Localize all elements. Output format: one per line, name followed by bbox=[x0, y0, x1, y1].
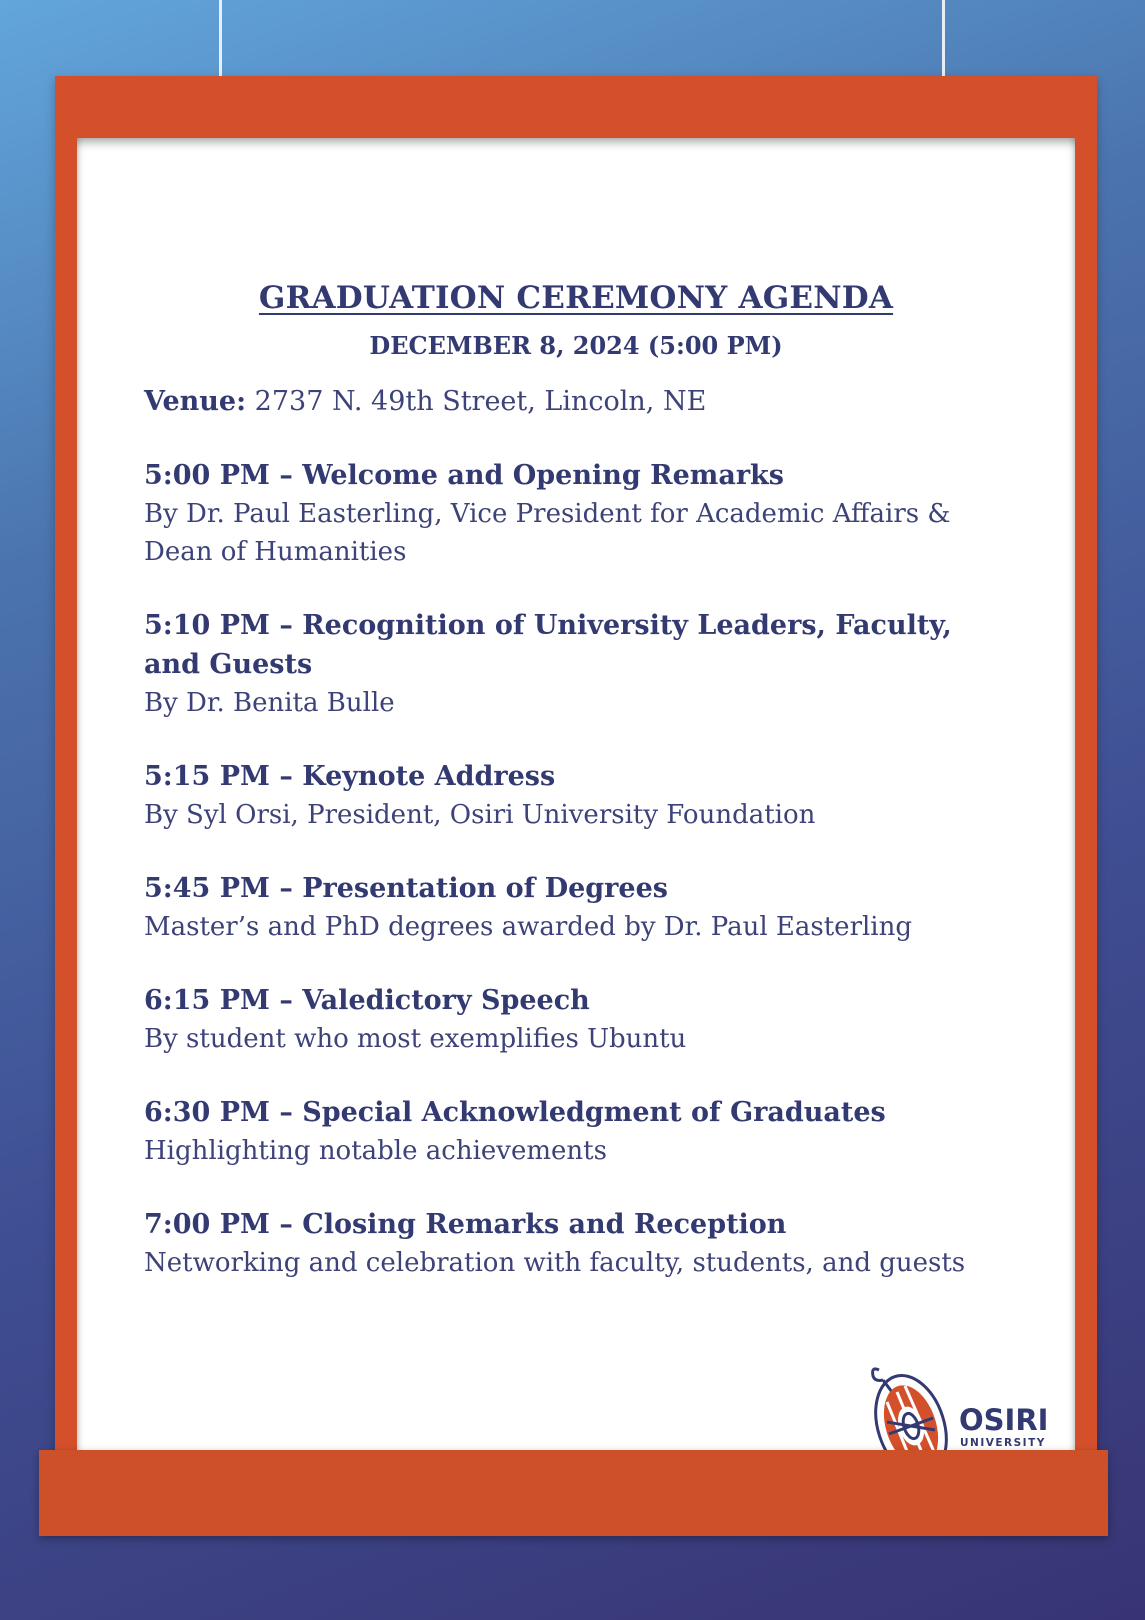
agenda-item bbox=[144, 606, 1004, 722]
agenda-item-heading: 5:15 PM – Keynote Address bbox=[144, 761, 556, 792]
event-date: DECEMBER 8, 2024 (5:00 PM) bbox=[369, 331, 783, 360]
agenda-item-heading: 7:00 PM – Closing Remarks and Reception bbox=[144, 1209, 787, 1240]
venue-address: 2737 N. 49th Street, Lincoln, NE bbox=[254, 386, 707, 417]
agenda-item-description: Highlighting notable achievements bbox=[144, 1136, 607, 1166]
agenda-item-description: By Dr. Paul Easterling, Vice President for Academic Affairs & Dean of Humanities bbox=[144, 499, 951, 567]
page-title bbox=[77, 280, 1075, 316]
agenda-sheet bbox=[77, 138, 1075, 1454]
agenda-item bbox=[144, 757, 1004, 834]
agenda-item-description: By Syl Orsi, President, Osiri University Foundation bbox=[144, 800, 816, 830]
agenda-item-description: Master’s and PhD degrees awarded by Dr. Paul Easterling bbox=[144, 912, 913, 942]
venue-line bbox=[144, 386, 1004, 417]
logo-subtitle: UNIVERSITY bbox=[960, 1437, 1046, 1449]
agenda-item bbox=[144, 456, 1004, 571]
page-title-text: GRADUATION CEREMONY AGENDA bbox=[258, 280, 894, 316]
agenda-item bbox=[144, 1093, 1004, 1170]
agenda-item bbox=[144, 981, 1004, 1058]
logo-name: OSIRI bbox=[959, 1403, 1049, 1437]
agenda-item-heading: 5:45 PM – Presentation of Degrees bbox=[144, 873, 668, 904]
agenda-item-description: By student who most exemplifies Ubuntu bbox=[144, 1024, 687, 1054]
agenda-item-description: By Dr. Benita Bulle bbox=[144, 688, 395, 718]
agenda-item-description: Networking and celebration with faculty, students, and guests bbox=[144, 1248, 966, 1278]
poster-frame bbox=[55, 76, 1097, 1454]
agenda-item-heading: 6:15 PM – Valedictory Speech bbox=[144, 985, 590, 1016]
agenda-item-heading: 6:30 PM – Special Acknowledgment of Graduates bbox=[144, 1097, 886, 1128]
agenda-item-heading: 5:10 PM – Recognition of University Leaders, Faculty, and Guests bbox=[144, 610, 952, 680]
venue-label: Venue: bbox=[144, 386, 247, 417]
agenda-item bbox=[144, 869, 1004, 946]
hanger-string-left bbox=[219, 0, 222, 78]
agenda-content bbox=[144, 386, 1004, 1317]
poster-bottom-bar bbox=[39, 1450, 1108, 1536]
agenda-item bbox=[144, 1205, 1004, 1282]
hanger-string-right bbox=[942, 0, 945, 78]
agenda-item-heading: 5:00 PM – Welcome and Opening Remarks bbox=[144, 460, 784, 491]
